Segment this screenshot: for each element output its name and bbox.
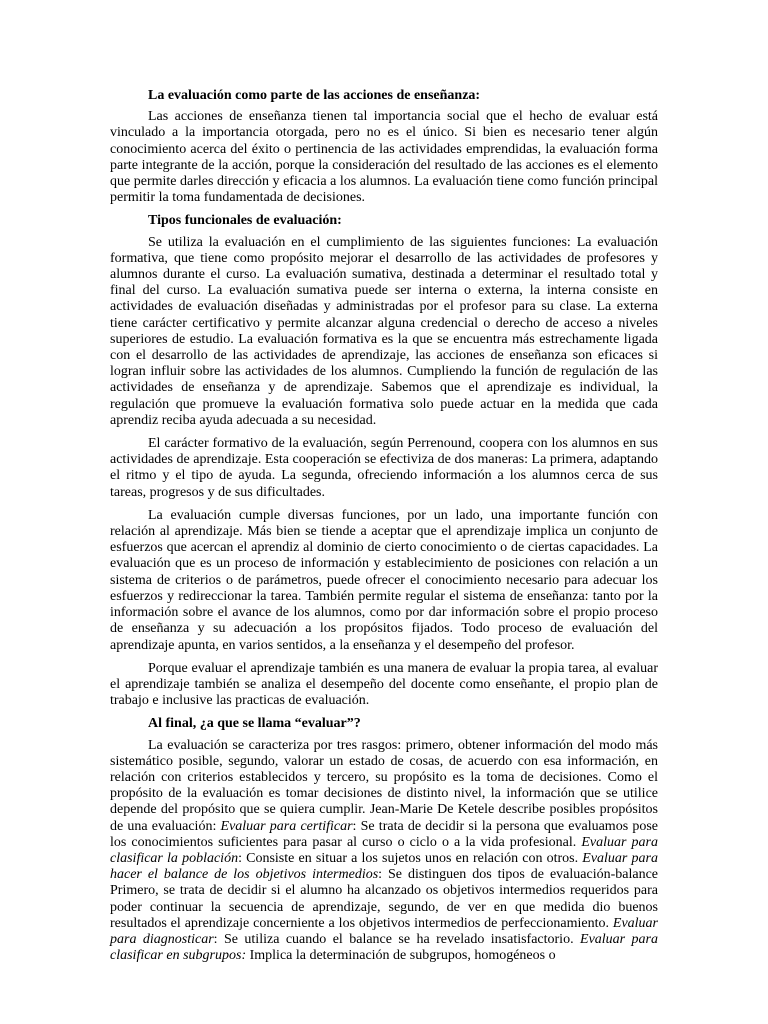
paragraph-6 <box>110 738 658 965</box>
p6-italic-diagnose: Evaluar para diagnosticar <box>110 915 658 947</box>
p6-text-2: : Se trata de decidir si la persona que evaluamos pose los conocimientos suficientes para pasar al curso o ciclo o a la vida profesional. <box>110 818 658 850</box>
p6-italic-classify-subgroups: Evaluar para clasificar en subgrupos: <box>110 931 658 964</box>
p6-text-1: La evaluación se caracteriza por tres rasgos: primero, obtener información del modo más sistemático posible, segundo, valorar un estado de cosas, de acuerdo con esa información, en relación con criterios establecidos y tercero, su propósito es la toma de decisiones. Como el propósito de la evaluación es tomar decisiones de distinto nivel, la información que se utilice depende del propósito que se quiera cumplir. Jean-Marie De Ketele describe posibles propósitos de una evaluación: <box>110 737 658 834</box>
heading-what-is-evaluate: Al final, ¿a que se llama “evaluar”? <box>148 716 361 732</box>
p6-text-6: Implica la determinación de subgrupos, homogéneos o <box>246 948 556 964</box>
heading-functional-types: Tipos funcionales de evaluación: <box>148 213 342 229</box>
p6-text-4: : Se distinguen dos tipos de evaluación-balance Primero, se trata de decidir si el alumno ha alcanzado os objetivos intermedios requeridos para poder continuar la secuencia de aprendizaje, segundo, de ver en que medida dio buenos resultados el aprendizaje concerniente a los objetivos intermedios de perfeccionamiento. <box>110 867 658 931</box>
paragraph-5: Porque evaluar el aprendizaje también es una manera de evaluar la propia tarea, al evaluar el aprendizaje también se analiza el desempeño del docente como enseñante, el propio plan de trabajo e inclusive las practicas de evaluación. <box>110 660 658 709</box>
paragraph-2: Se utiliza la evaluación en el cumplimiento de las siguientes funciones: La evaluación formativa, que tiene como propósito mejorar el desarrollo de las actividades de profesores y alumnos durante el curso. La evaluación sumativa, destinada a determinar el resultado total y final del curso. La evaluación sumativa puede ser interna o externa, la interna consiste en actividades de evaluación diseñadas y administradas por el profesor para su clase. La externa tiene carácter certificativo y permite alcanzar alguna credencial o derecho de acceso a niveles superiores de estudio. La evaluación formativa es la que se encuentra más estrechamente ligada con el desarrollo de las actividades de aprendizaje, las acciones de enseñanza son eficaces si logran influir sobre las actividades de los alumnos. Cumpliendo la función de regulación de las actividades de enseñanza y de aprendizaje. Sabemos que el aprendizaje es individual, la regulación que promueve la evaluación formativa solo puede actuar en la medida que cada aprendiz reciba ayuda adecuada a su necesidad. <box>110 234 658 428</box>
paragraph-3: El carácter formativo de la evaluación, según Perrenound, coopera con los alumnos en sus actividades de aprendizaje. Esta cooperación se efectiviza de dos maneras: La primera, adaptando el ritmo y el tipo de ayuda. La segunda, ofreciendo información a los alumnos cerca de sus tareas, progresos y de sus dificultades. <box>110 436 658 500</box>
paragraph-4: La evaluación cumple diversas funciones, por un lado, una importante función con relación al aprendizaje. Más bien se tiende a aceptar que el aprendizaje implica un conjunto de esfuerzos que acercan el aprendiz al dominio de cierto conocimiento o de ciertas capacidades. La evaluación que es un proceso de información y establecimiento de posiciones con relación a un sistema de criterios o de parámetros, puede ofrecer el conocimiento necesario para adecuar los esfuerzos y redireccionar la tarea. También permite regular el sistema de enseñanza: tanto por la información sobre el avance de los alumnos, como por dar información sobre el propio proceso de enseñanza y su adecuación a los propósitos fijados. Todo proceso de evaluación del aprendizaje apunta, en varios sentidos, a la enseñanza y el desempeño del profesor. <box>110 507 658 653</box>
p6-italic-certify: Evaluar para certificar <box>220 818 353 834</box>
p6-italic-classify-population: Evaluar para clasificar la población <box>110 834 658 866</box>
paragraph-1: Las acciones de enseñanza tienen tal importancia social que el hecho de evaluar está vinculado a la importancia otorgada, pero no es el único. Si bien es necesario tener algún conocimiento acerca del éxito o pertinencia de las actividades emprendidas, la evaluación forma parte integrante de la acción, porque la consideración del resultado de las acciones es el elemento que permite darles dirección y eficacia a los alumnos. La evaluación tiene como función principal permitir la toma fundamentada de decisiones. <box>110 109 658 206</box>
document-page <box>110 88 658 971</box>
p6-text-5: : Se utiliza cuando el balance se ha revelado insatisfactorio. <box>213 931 581 947</box>
heading-evaluation-as-teaching-action: La evaluación como parte de las acciones de enseñanza: <box>148 88 481 103</box>
p6-italic-balance-objectives: Evaluar para hacer el balance de los objetivos intermedios <box>110 850 658 883</box>
p6-text-3: : Consiste en situar a los sujetos unos en relación con otros. <box>238 850 583 866</box>
